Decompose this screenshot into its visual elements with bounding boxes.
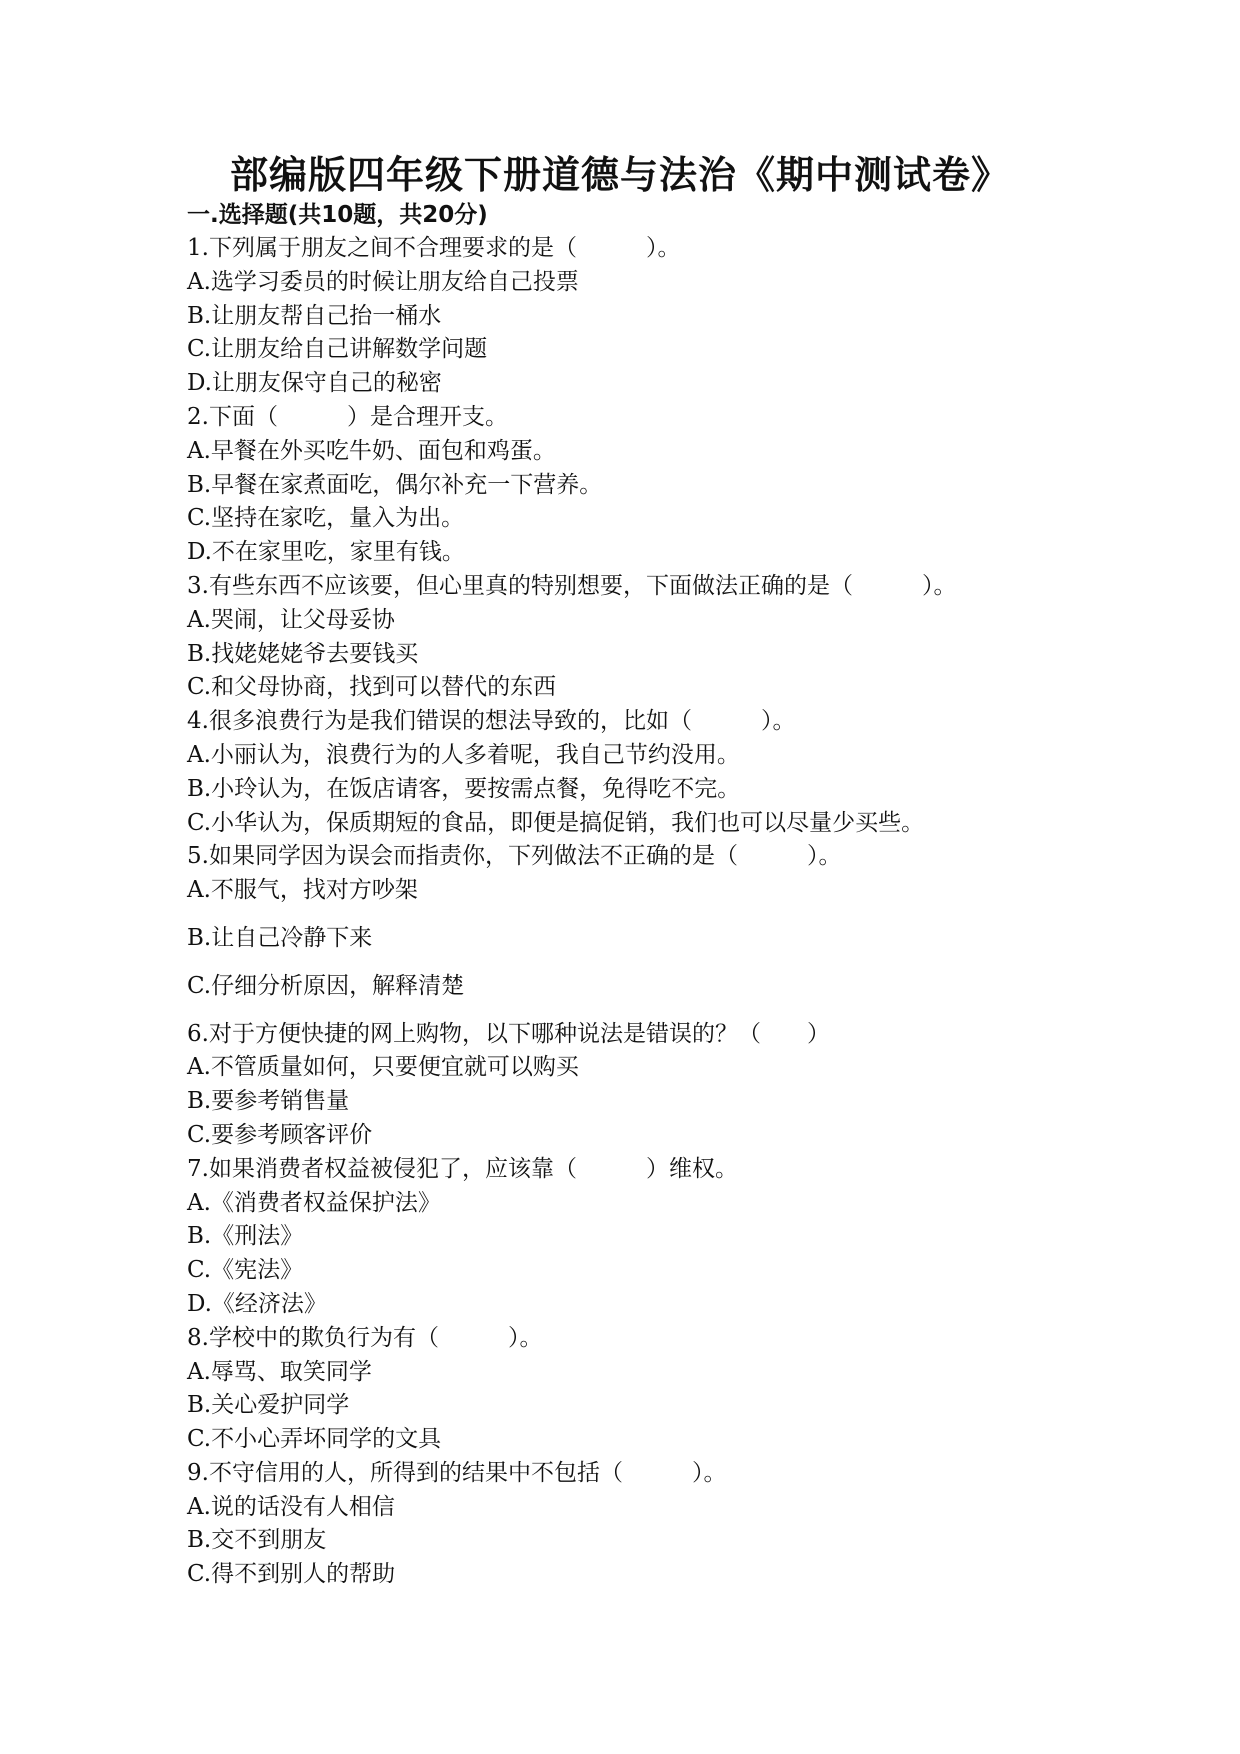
question-stem: 8.学校中的欺负行为有（ ）。 (187, 1324, 543, 1351)
option-item: C.和父母协商，找到可以替代的东西 (187, 674, 557, 701)
option-item: C.得不到别人的帮助 (187, 1561, 396, 1588)
section-heading: 一.选择题(共10题，共20分) (187, 202, 488, 228)
question-stem: 5.如果同学因为误会而指责你，下列做法不正确的是（ ）。 (187, 843, 842, 870)
question-stem: 2.下面（ ）是合理开支。 (187, 403, 508, 430)
option-item: A.《消费者权益保护法》 (187, 1189, 441, 1216)
page-title: 部编版四年级下册道德与法治《期中测试卷》 (229, 153, 1010, 197)
option-item: A.早餐在外买吃牛奶、面包和鸡蛋。 (187, 437, 556, 464)
option-item: C.坚持在家吃，量入为出。 (187, 505, 465, 532)
option-item: B.找姥姥姥爷去要钱买 (187, 640, 419, 667)
option-item: A.哭闹，让父母妥协 (187, 606, 395, 633)
option-item: A.说的话没有人相信 (187, 1493, 395, 1520)
question-stem: 9.不守信用的人，所得到的结果中不包括（ ）。 (187, 1459, 727, 1486)
option-item: A.选学习委员的时候让朋友给自己投票 (187, 268, 579, 295)
question-stem: 1.下列属于朋友之间不合理要求的是（ ）。 (187, 235, 681, 261)
option-item: C.仔细分析原因，解释清楚 (187, 972, 465, 999)
option-item: A.小丽认为，浪费行为的人多着呢，我自己节约没用。 (187, 741, 740, 768)
option-item: B.《刑法》 (187, 1223, 304, 1250)
question-stem: 4.很多浪费行为是我们错误的想法导致的，比如（ ）。 (187, 708, 796, 735)
option-item: A.不管质量如何，只要便宜就可以购买 (187, 1054, 579, 1081)
option-item: D.不在家里吃，家里有钱。 (187, 539, 465, 566)
question-stem: 7.如果消费者权益被侵犯了，应该靠（ ）维权。 (187, 1155, 738, 1182)
option-item: B.小玲认为，在饭店请客，要按需点餐，免得吃不完。 (187, 775, 741, 802)
option-item: D.《经济法》 (187, 1290, 327, 1317)
option-item: D.让朋友保守自己的秘密 (187, 370, 442, 397)
question-stem: 6.对于方便快捷的网上购物，以下哪种说法是错误的？（ ） (187, 1020, 830, 1047)
option-item: B.交不到朋友 (187, 1527, 327, 1554)
question-list (187, 232, 1187, 1592)
option-item: B.要参考销售量 (187, 1088, 350, 1115)
question-stem: 3.有些东西不应该要，但心里真的特别想要，下面做法正确的是（ ）。 (187, 572, 957, 599)
option-item: C.《宪法》 (187, 1257, 304, 1284)
spacer (187, 1004, 1187, 1018)
spacer (187, 956, 1187, 970)
option-item: A.辱骂、取笑同学 (187, 1358, 372, 1385)
option-item: C.小华认为，保质期短的食品，即便是搞促销，我们也可以尽量少买些。 (187, 809, 925, 836)
option-item: C.让朋友给自己讲解数学问题 (187, 336, 488, 363)
option-item: C.不小心弄坏同学的文具 (187, 1426, 442, 1453)
option-item: B.让自己冷静下来 (187, 924, 373, 951)
option-item: C.要参考顾客评价 (187, 1121, 373, 1148)
spacer (187, 908, 1187, 922)
option-item: B.早餐在家煮面吃，偶尔补充一下营养。 (187, 471, 603, 498)
option-item: B.关心爱护同学 (187, 1392, 350, 1419)
option-item: A.不服气，找对方吵架 (187, 877, 418, 904)
option-item: B.让朋友帮自己抬一桶水 (187, 302, 442, 329)
